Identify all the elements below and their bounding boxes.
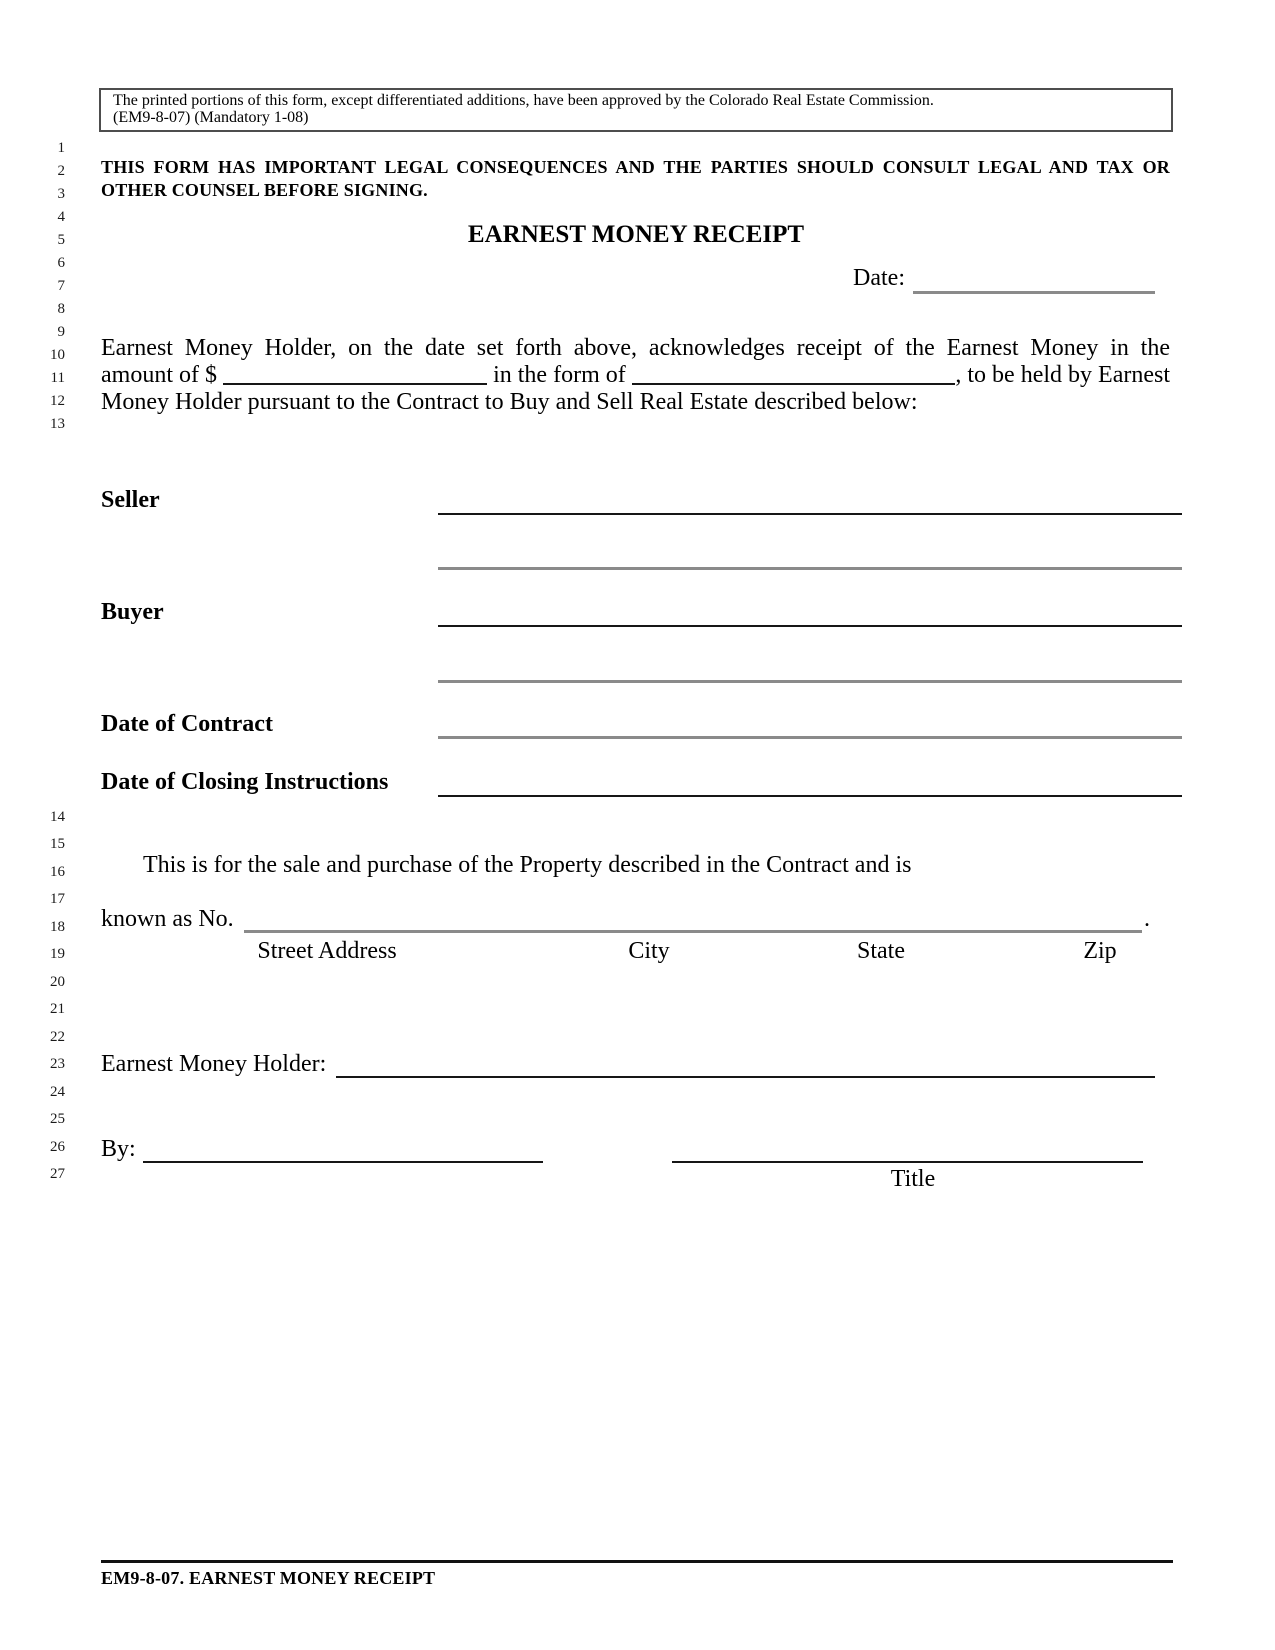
date-of-contract-blank-line[interactable] [438,736,1182,739]
line-number-8: 8 [57,301,65,317]
seller-label: Seller [101,487,160,513]
buyer-label: Buyer [101,599,164,625]
line-number-20: 20 [50,974,65,990]
title-blank-line[interactable] [672,1161,1143,1163]
line-number-27: 27 [50,1166,65,1182]
date-of-closing-blank-line[interactable] [438,795,1182,797]
line-number-21: 21 [50,1001,65,1017]
date-of-closing-row [101,764,1182,797]
line-number-4: 4 [57,209,65,225]
seller-row [101,482,1182,515]
buyer-row [101,594,1182,627]
legal-warning-line2: OTHER COUNSEL BEFORE SIGNING. [101,179,428,200]
known-as-period: . [1144,906,1150,932]
by-label: By: [101,1136,136,1162]
line-number-23: 23 [50,1056,65,1072]
legal-warning-line1: THIS FORM HAS IMPORTANT LEGAL CONSEQUENCES AND THE PARTIES SHOULD CONSULT LEGAL AND TAX OR [101,157,1170,177]
sale-purchase-text: This is for the sale and purchase of the Property described in the Contract and is [143,852,912,878]
street-address-caption: Street Address [257,938,397,964]
line-number-17: 17 [50,891,65,907]
intro-paragraph [101,335,1170,416]
page-title: EARNEST MONEY RECEIPT [467,221,805,248]
approval-box-line2: (EM9-8-07) (Mandatory 1-08) [113,109,309,126]
state-caption: State [857,938,905,964]
approval-box-line1: The printed portions of this form, except differentiated additions, have been approved by the Colorado Real Estate Commission. [113,92,934,109]
line-number-6: 6 [57,255,65,271]
city-caption: City [628,938,670,964]
date-blank-line[interactable] [913,291,1155,294]
earnest-money-holder-blank-line[interactable] [336,1076,1155,1078]
earnest-money-holder-label: Earnest Money Holder: [101,1051,327,1077]
line-number-15: 15 [50,836,65,852]
intro-line3: Money Holder pursuant to the Contract to Buy and Sell Real Estate described below: [101,389,918,415]
by-signature-blank-line[interactable] [143,1161,543,1163]
amount-blank-line[interactable] [223,383,487,385]
line-number-22: 22 [50,1029,65,1045]
date-label: Date: [853,265,905,291]
line-number-24: 24 [50,1084,65,1100]
intro-line2 [101,362,1170,389]
seller-blank-line-2[interactable] [438,567,1182,570]
intro-line2-form-text: in the form of [493,362,626,388]
earnest-money-holder-row [101,1046,1155,1078]
property-address-blank-line[interactable] [244,930,1142,933]
line-number-3: 3 [57,186,65,202]
line-number-7: 7 [57,278,65,294]
line-number-9: 9 [57,324,65,340]
by-row [101,1130,1143,1163]
signature-title-caption: Title [890,1166,936,1192]
line-number-16: 16 [50,864,65,880]
buyer-blank-line-2[interactable] [438,680,1182,683]
date-of-contract-label: Date of Contract [101,711,273,737]
line-number-14: 14 [50,809,65,825]
legal-warning [101,156,1170,201]
date-row [853,265,1155,294]
intro-line1: Earnest Money Holder, on the date set forth above, acknowledges receipt of the Earnest Money in the [101,335,1170,361]
footer-divider [101,1560,1173,1563]
line-number-1: 1 [57,140,65,156]
buyer-blank-line-1[interactable] [438,625,1182,627]
line-number-18: 18 [50,919,65,935]
line-number-11: 11 [50,370,65,386]
approval-box [99,88,1173,132]
line-number-19: 19 [50,946,65,962]
address-caption-row [101,938,1182,966]
zip-caption: Zip [1083,938,1117,964]
line-number-25: 25 [50,1111,65,1127]
line-number-10: 10 [50,347,65,363]
line-number-12: 12 [50,393,65,409]
known-as-label: known as No. [101,906,234,932]
line-number-2: 2 [57,163,65,179]
intro-line2-amount-text: amount of $ [101,362,217,388]
footer-form-name: EM9-8-07. EARNEST MONEY RECEIPT [101,1568,436,1588]
known-as-row [101,903,1150,933]
line-number-5: 5 [57,232,65,248]
seller-blank-line-1[interactable] [438,513,1182,515]
form-of-blank-line[interactable] [632,383,956,385]
line-number-26: 26 [50,1139,65,1155]
intro-line2-held-text: , to be held by Earnest [955,362,1170,388]
date-of-closing-label: Date of Closing Instructions [101,769,389,795]
date-of-contract-row [101,706,1182,739]
line-number-13: 13 [50,416,65,432]
